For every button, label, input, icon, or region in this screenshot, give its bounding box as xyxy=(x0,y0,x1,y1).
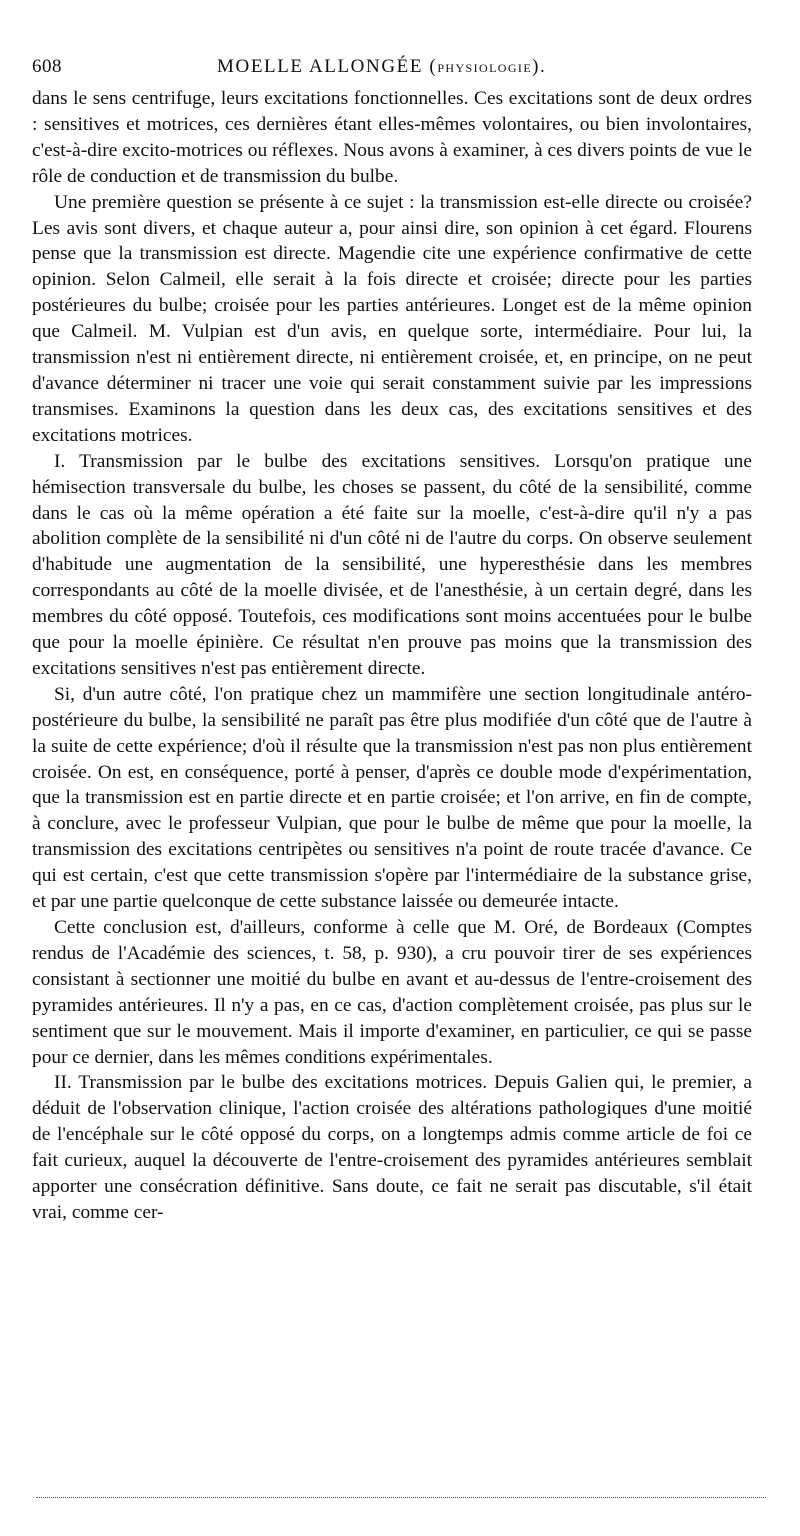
footer-dotted-rule xyxy=(36,1497,766,1498)
running-title-subject: PHYSIOLOGIE xyxy=(437,61,533,75)
paragraph-longitudinal-section: Si, d'un autre côté, l'on pratique chez un mammifère une section longitudinale antéro-postérieure du bulbe, la sensibilité ne paraît pas être plus modifiée d'un côté que de l'autre à la suite de cette expérience; d'où il résulte que la transmission n'est pas non plus entièrement croisée. On est, en conséquence, porté à penser, d'après ce double mode d'expérimentation, que la transmission est en partie directe et en partie croisée; et l'on arrive, en fin de compte, à conclure, avec le professeur Vulpian, que pour le bulbe de même que pour la moelle, la transmission des excitations centripètes ou sensitives n'a point de route tracée d'avance. Ce qui est certain, c'est que cette transmission s'opère par l'intermédiaire de la substance grise, et par une partie quelconque de cette substance laissée ou demeurée intacte. xyxy=(32,683,752,913)
paragraph-ore-conclusion: Cette conclusion est, d'ailleurs, conforme à celle que M. Oré, de Bordeaux (Comptes rendus de l'Académie des sciences, t. 58, p. 930), a cru pouvoir tirer de ses expériences consistant à sectionner une moitié du bulbe en avant et au-dessus de l'entre-croisement des pyramides antérieures. Il n'y a pas, en ce cas, d'action complètement croisée, pas plus sur le sentiment que sur le mouvement. Mais il importe d'examiner, en particulier, ce qui se passe pour ce dernier, dans les mêmes conditions expérimentales. xyxy=(32,917,752,1068)
paragraph-continuation: dans le sens centrifuge, leurs excitations fonctionnelles. Ces excitations sont de deux ordres : sensitives et motrices, ces dernières étant elles-mêmes volontaires, ou bien involontaires, c'est-à-dire excito-motrices ou réflexes. Nous avons à examiner, à ces divers points de vue le rôle de conduction et de transmission du bulbe. xyxy=(32,88,752,187)
running-title-main: MOELLE ALLONGÉE ( xyxy=(217,56,438,77)
paragraph-sensitive-transmission: I. Transmission par le bulbe des excitations sensitives. Lorsqu'on pratique une hémisection transversale du bulbe, les choses se passent, du côté de la sensibilité, comme dans le cas où la même opération a été faite sur la moelle, c'est-à-dire qu'il n'y a pas abolition complète de la sensibilité ni d'un côté ni de l'autre du corps. On observe seulement d'habitude une augmentation de la sensibilité, une hyperesthésie dans les membres correspondants au côté de la moelle divisée, et de l'anesthésie, à un certain degré, dans les membres du côté opposé. Toutefois, ces modifications sont moins accentuées pour le bulbe que pour la moelle épinière. Ce résultat n'en prouve pas moins que la transmission des excitations sensitives n'est pas entièrement directe. xyxy=(32,450,752,679)
paragraph-direct-or-crossed: Une première question se présente à ce sujet : la transmission est-elle directe ou croisée? Les avis sont divers, et chaque auteur a, pour ainsi dire, son opinion à cet égard. Flourens pense que la transmission est directe. Magendie cite une expérience confirmative de cette opinion. Selon Calmeil, elle serait à la fois directe et croisée; directe pour les parties postérieures du bulbe; croisée pour les parties antérieures. Longet est de la même opinion que Calmeil. M. Vulpian est d'un avis, en quelque sorte, intermédiaire. Pour lui, la transmission n'est ni entièrement directe, ni entièrement croisée, et, en principe, on ne peut d'avance déterminer ni tracer une voie qui serait constamment suivie par les impressions transmises. Examinons la question dans les deux cas, des excitations sensitives et des excitations motrices. xyxy=(32,191,752,446)
paragraph-motor-transmission: II. Transmission par le bulbe des excitations motrices. Depuis Galien qui, le premier, a déduit de l'observation clinique, l'action croisée des altérations pathologiques d'une moitié de l'encéphale sur le côté opposé du corps, on a longtemps admis comme article de foi ce fait curieux, auquel la découverte de l'entre-croisement des pyramides antérieures semblait apporter une consécration définitive. Sans doute, ce fait ne serait pas discutable, s'il était vrai, comme cer- xyxy=(32,1072,752,1223)
running-head xyxy=(32,56,762,82)
running-title-end: ). xyxy=(532,56,547,77)
page-number: 608 xyxy=(32,56,62,77)
running-title xyxy=(217,56,546,78)
body-text xyxy=(32,86,752,1226)
